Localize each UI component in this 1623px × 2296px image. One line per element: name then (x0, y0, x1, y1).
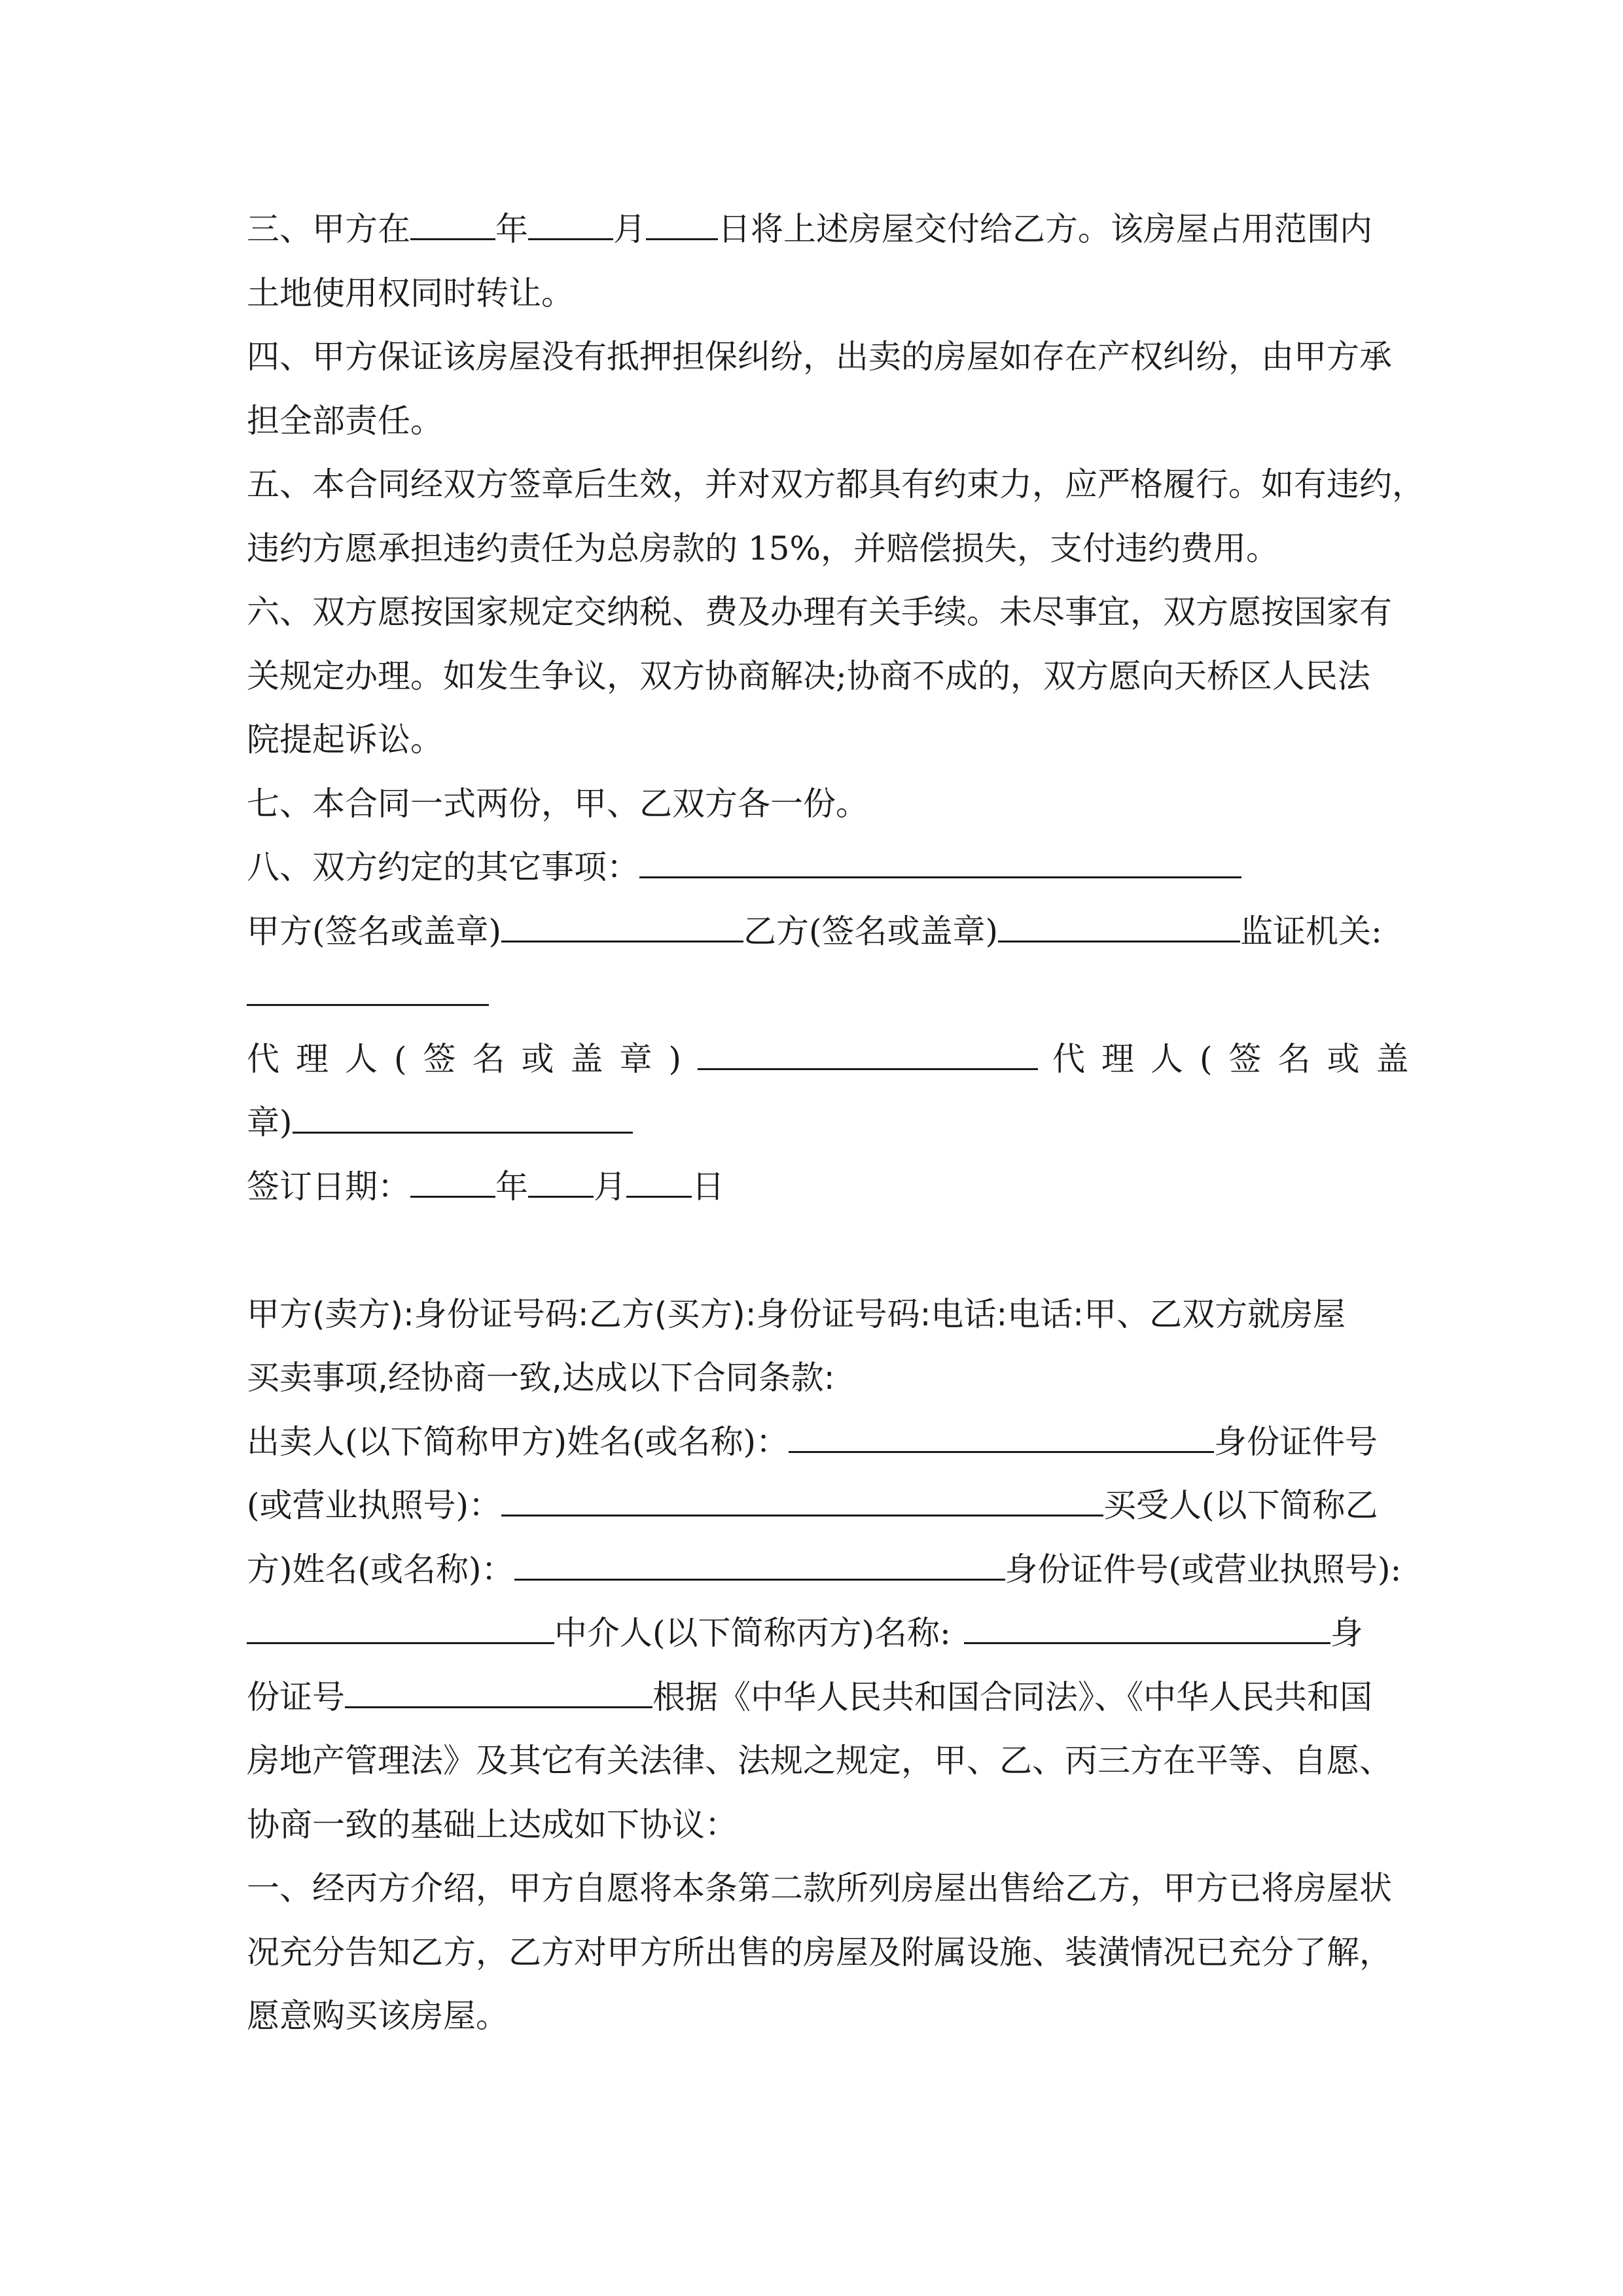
agent-name-blank[interactable] (964, 1617, 1330, 1644)
clause-5-line-1: 五、本合同经双方签章后生效，并对双方都具有约束力，应严格履行。如有违约， (247, 465, 1425, 503)
supervisor-blank[interactable] (247, 979, 489, 1006)
agent-line: 代理人(签名或盖章) 代理人(签名或盖 (247, 1040, 1425, 1078)
sign-month-blank[interactable] (528, 1171, 594, 1198)
buyer-line: 方)姓名(或名称)： 身份证件号(或营业执照号): (247, 1551, 1402, 1588)
party-a-signature-blank[interactable] (501, 916, 743, 942)
agent-line-2: 章) (247, 1103, 633, 1142)
intro-line-2: 买卖事项,经协商一致,达成以下合同条款: (247, 1359, 835, 1397)
agent-2-signature-blank[interactable] (293, 1107, 633, 1134)
seller-name-blank[interactable] (789, 1426, 1214, 1453)
clause-7: 七、本合同一式两份，甲、乙双方各一份。 (247, 785, 868, 823)
basis-line-2: 房地产管理法》及其它有关法律、法规之规定，甲、乙、丙三方在平等、自愿、 (247, 1742, 1392, 1780)
clause-4-line-2: 担全部责任。 (247, 402, 443, 440)
intro-line-1: 甲方(卖方):身份证号码:乙方(买方):身份证号码:电话:电话:甲、乙双方就房屋 (247, 1295, 1346, 1333)
month-blank[interactable] (528, 213, 613, 240)
clause-1-line-1: 一、经丙方介绍，甲方自愿将本条第二款所列房屋出售给乙方，甲方已将房屋状 (247, 1869, 1392, 1907)
year-blank[interactable] (410, 213, 495, 240)
seller-id-blank[interactable] (501, 1490, 1103, 1516)
signing-date: 签订日期： 年 月 日 (247, 1168, 724, 1206)
basis-line-1: 份证号 根据《中华人民共和国合同法》、《中华人民共和国 (247, 1678, 1372, 1716)
clause-3-line-2: 土地使用权同时转让。 (247, 274, 574, 312)
day-blank[interactable] (646, 213, 718, 240)
agent-1-signature-blank[interactable] (698, 1043, 1038, 1070)
other-matters-blank[interactable] (639, 852, 1241, 878)
seller-line: 出卖人(以下简称甲方)姓名(或名称)： 身份证件号 (247, 1423, 1378, 1461)
buyer-name-blank[interactable] (514, 1554, 1005, 1581)
agent-id-blank[interactable] (345, 1681, 652, 1708)
supervisor-blank-line (247, 975, 489, 1014)
party-b-signature-blank[interactable] (998, 916, 1240, 942)
sign-year-blank[interactable] (410, 1171, 495, 1198)
clause-5-line-2: 违约方愿承担违约责任为总房款的 15%，并赔偿损失，支付违约费用。 (247, 529, 1279, 567)
clause-1-line-2: 况充分告知乙方，乙方对甲方所出售的房屋及附属设施、装潢情况已充分了解， (247, 1933, 1392, 1971)
clause-1-line-3: 愿意购买该房屋。 (247, 1997, 508, 2035)
clause-8: 八、双方约定的其它事项： (247, 848, 1241, 887)
clause-6-line-3: 院提起诉讼。 (247, 721, 443, 759)
clause-3-line-1: 三、甲方在 年 月 日将上述房屋交付给乙方。该房屋占用范围内 (247, 210, 1372, 248)
license-line: (或营业执照号)： 买受人(以下简称乙 (247, 1486, 1378, 1524)
clause-6-line-1: 六、双方愿按国家规定交纳税、费及办理有关手续。未尽事宜，双方愿按国家有 (247, 593, 1392, 631)
signature-line: 甲方(签名或盖章) 乙方(签名或盖章) 监证机关: (247, 912, 1382, 950)
sign-day-blank[interactable] (626, 1171, 692, 1198)
basis-line-3: 协商一致的基础上达成如下协议： (247, 1806, 738, 1844)
clause-6-line-2: 关规定办理。如发生争议，双方协商解决;协商不成的，双方愿向天桥区人民法 (247, 657, 1370, 695)
clause-4-line-1: 四、甲方保证该房屋没有抵押担保纠纷，出卖的房屋如存在产权纠纷，由甲方承 (247, 338, 1392, 376)
buyer-id-blank[interactable] (247, 1617, 554, 1644)
agent-party-line: 中介人(以下简称丙方)名称: 身 (247, 1613, 1363, 1653)
